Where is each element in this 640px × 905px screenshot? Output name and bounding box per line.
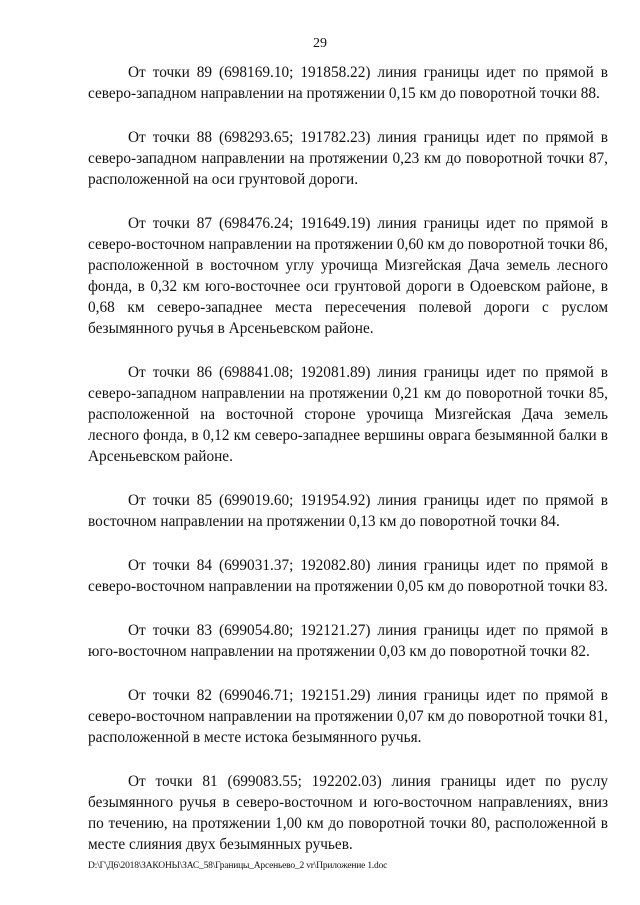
boundary-paragraph-88: От точки 88 (698293.65; 191782.23) линия границы идет по прямой в северо-западном направлении на протяжении 0,23 км до поворотной точки 87, расположенной на оси грунтовой дороги. (88, 129, 608, 188)
page-number: 29 (313, 36, 327, 51)
boundary-paragraph-82: От точки 82 (699046.71; 192151.29) линия границы идет по прямой в северо-восточном направлении на протяжении 0,07 км до поворотной точки 81, расположенной в месте истока безымянного ручья. (88, 687, 608, 746)
document-body (88, 62, 608, 878)
boundary-paragraph-81: От точки 81 (699083.55; 192202.03) линия границы идет по руслу безымянного ручья в северо-восточном и юго-восточном направлениях, вниз по течению, на протяжении 1,00 км до поворотной точки 80, расположенной в месте слияния двух безымянных ручьев. (88, 773, 608, 853)
boundary-paragraph-83: От точки 83 (699054.80; 192121.27) линия границы идет по прямой в юго-восточном направлении на протяжении 0,03 км до поворотной точки 82. (88, 622, 608, 660)
boundary-paragraph-89: От точки 89 (698169.10; 191858.22) линия границы идет по прямой в северо-западном направлении на протяжении 0,15 км до поворотной точки 88. (88, 64, 608, 102)
boundary-paragraph-86: От точки 86 (698841.08; 192081.89) линия границы идет по прямой в северо-западном направлении на протяжении 0,21 км до поворотной точки 85, расположенной на восточной стороне урочища Мизгейская Дача земель лесного фонда, в 0,12 км северо-западнее вершины оврага безымянной балки в Арсеньевском районе. (88, 364, 608, 465)
boundary-paragraph-87: От точки 87 (698476.24; 191649.19) линия границы идет по прямой в северо-восточном направлении на протяжении 0,60 км до поворотной точки 86, расположенной в восточном углу урочища Мизгейская Дача земель лесного фонда, в 0,32 км юго-восточнее оси грунтовой дороги в Одоевском районе, в 0,68 км северо-западнее места пересечения полевой дороги с руслом безымянного ручья в Арсеньевском районе. (88, 215, 608, 337)
file-path-footer: D:\Г\Д6\2018\ЗАКОНЫ\ЗАС_58\Границы_Арсеньево_2 vr\Приложение 1.doc (88, 861, 388, 871)
boundary-paragraph-84: От точки 84 (699031.37; 192082.80) линия границы идет по прямой в северо-восточном направлении на протяжении 0,05 км до поворотной точки 83. (88, 557, 608, 595)
boundary-paragraph-85: От точки 85 (699019.60; 191954.92) линия границы идет по прямой в восточном направлении на протяжении 0,13 км до поворотной точки 84. (88, 492, 608, 530)
